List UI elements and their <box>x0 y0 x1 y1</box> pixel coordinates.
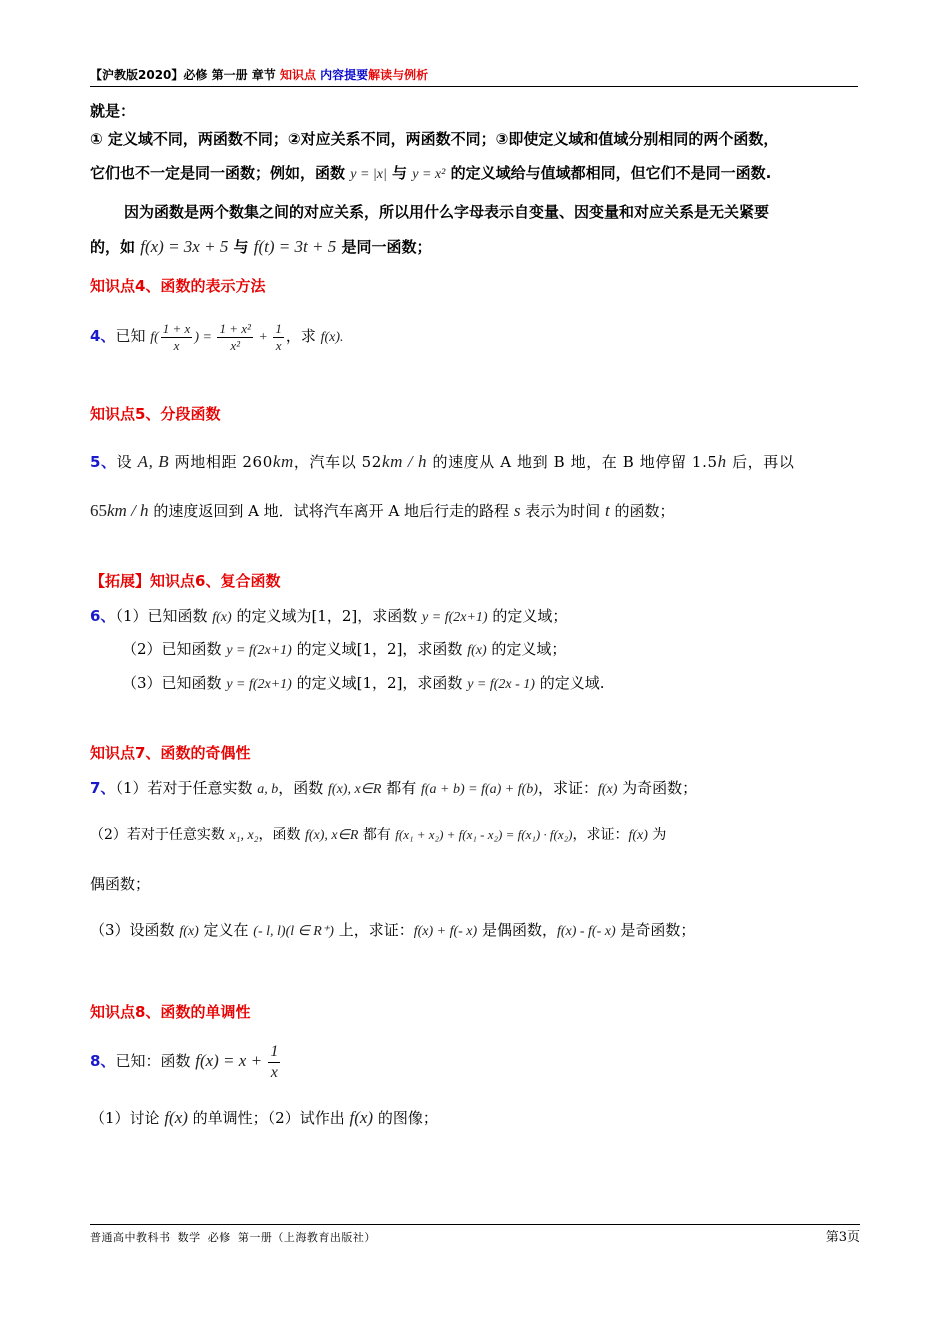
section-7-title: 知识点7、函数的奇偶性 <box>90 744 251 762</box>
intro-line-4: 因为函数是两个数集之间的对应关系，所以用什么字母表示自变量、因变量和对应关系是无关紧要 <box>124 203 770 221</box>
math-square: y = x² <box>412 167 446 182</box>
problem-7-q1: 7、（1）若对于任意实数 a, b，函数 f(x), x∈R 都有 f(a + b) = f(a) + f(b)，求证：f(x) 为奇函数； <box>90 779 698 797</box>
footer-book-title: 普通高中教科书 数学 必修 第一册（上海教育出版社） <box>90 1231 376 1244</box>
intro-line-1: 就是： <box>90 102 136 120</box>
page-number: 第3页 <box>825 1230 860 1245</box>
page-footer <box>90 1224 860 1249</box>
section-6-title: 【拓展】知识点6、复合函数 <box>90 572 281 590</box>
problem-5-line-2: 65km / h 的速度返回到 A 地．试将汽车离开 A 地后行走的路程 s 表示为时间 t 的函数； <box>90 501 675 520</box>
page-header <box>90 66 858 87</box>
math-abs: y = |x| <box>350 167 387 182</box>
problem-4: 4、已知 f( $\frac{1 + x}{x}$ ) = $\frac{\text{1 + x²}}{\text{x²}}$ + $\frac{1}{x}$ ，求 f(x). <box>90 320 344 353</box>
header-book: 【沪教版2020】必修 第一册 章节 <box>90 68 280 82</box>
problem-6-q1: 6、（1）已知函数 f(x) 的定义域为[1，2]，求函数 y = f(2x+1) 的定义域； <box>90 607 568 625</box>
section-5-title: 知识点5、分段函数 <box>90 405 221 423</box>
problem-5-line-1: 5、设 A, B 两地相距 260km，汽车以 52km / h 的速度从 A 地到 B 地，在 B 地停留 1.5h 后，再以 <box>90 452 795 471</box>
problem-7-q2: （2）若对于任意实数 x₁, x₂，函数 f(x), x∈R 都有 f(x₁ + x₂) + f(x₁ - x₂) = f(x₁) · f(x₂)，求证：f(x) 为 <box>90 827 667 843</box>
math-fx: f(x) = 3x + 5 <box>140 237 229 256</box>
problem-6-q2: （2）已知函数 y = f(2x+1) 的定义域[1，2]，求函数 f(x) 的定义域； <box>122 640 567 658</box>
section-8-title: 知识点8、函数的单调性 <box>90 1003 251 1021</box>
problem-8: 8、已知：函数 f(x) = x + $\frac{1}{x}$ <box>90 1042 279 1081</box>
intro-line-5: 的，如 f(x) = 3x + 5 与 f(t) = 3t + 5 是同一函数； <box>90 237 432 256</box>
section-4-title: 知识点4、函数的表示方法 <box>90 277 266 295</box>
math-ft: f(t) = 3t + 5 <box>253 237 337 256</box>
header-analysis: 解读与例析 <box>368 68 429 82</box>
intro-line-2: ① 定义域不同，两函数不同；②对应关系不同，两函数不同；③即使定义域和值域分别相同的两个函数， <box>90 130 779 148</box>
intro-line-3: 它们也不一定是同一函数；例如，函数 y = |x| 与 y = x² 的定义域给与值域都相同，但它们不是同一函数. <box>90 164 772 182</box>
problem-number: 4、 <box>90 327 116 345</box>
problem-6-q3: （3）已知函数 y = f(2x+1) 的定义域[1，2]，求函数 y = f(2x - 1) 的定义域. <box>122 674 605 692</box>
problem-7-q2-cont: 偶函数； <box>90 875 151 893</box>
problem-8-questions: （1）讨论 f(x) 的单调性；（2）试作出 f(x) 的图像； <box>90 1108 438 1127</box>
header-summary: 内容提要 <box>315 68 369 82</box>
problem-7-q3: （3）设函数 f(x) 定义在 (- l, l)(l ∈ R⁺) 上，求证：f(x) + f(- x) 是偶函数，f(x) - f(- x) 是奇函数； <box>90 921 696 939</box>
header-knowledge: 知识点 <box>279 68 316 82</box>
